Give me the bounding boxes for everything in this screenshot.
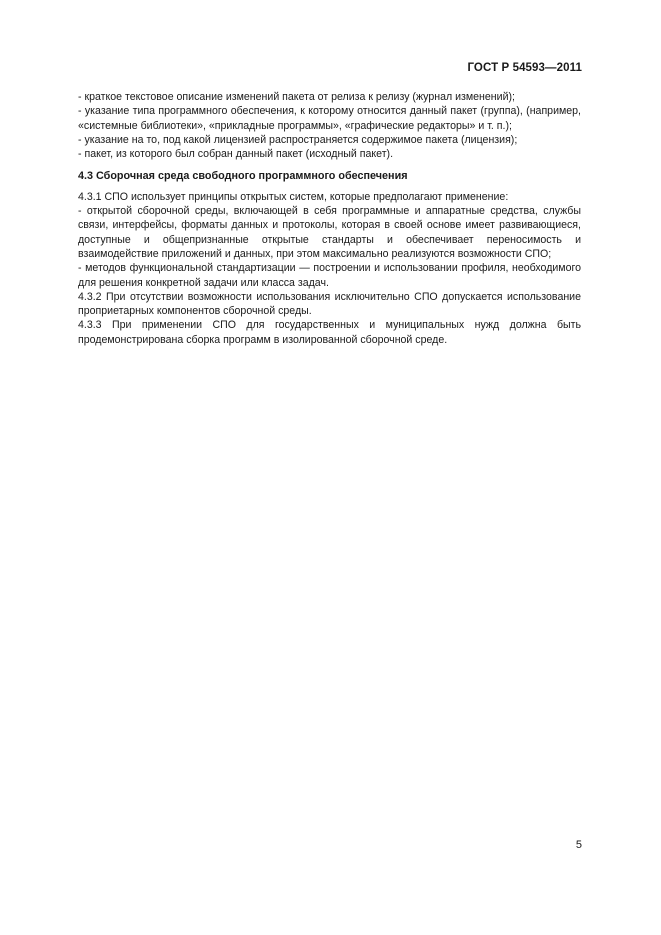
paragraph-4-3-1: 4.3.1 СПО использует принципы открытых систем, которые предполагают применение: — [78, 190, 509, 203]
list-item-software-type: - указание типа программного обеспечения, к которому относится данный пакет (группа), (например, «системные библиотеки», «прикладные программы», «графические редакторы» и т. п.); — [78, 105, 581, 132]
list-item-functional-standardization: - методов функциональной стандартизации — построении и использовании профиля, необходимого для решения конкретной задачи или класса задач. — [78, 262, 581, 289]
list-top — [78, 90, 581, 161]
list-item-license: - указание на то, под какой лицензией распространяется содержимое пакета (лицензия); — [78, 133, 518, 146]
section-heading: 4.3 Сборочная среда свободного программного обеспечения — [78, 170, 408, 183]
paragraph-4-3-2: 4.3.2 При отсутствии возможности использования исключительно СПО допускается использование проприетарных компонентов сборочной среды. — [78, 290, 581, 318]
document-body — [78, 90, 581, 347]
document-header-standard-id: ГОСТ Р 54593—2011 — [467, 62, 582, 74]
page-number: 5 — [575, 839, 582, 851]
list-item-open-build-env: - открытой сборочной среды, включающей в себя программные и аппаратные средства, службы связи, интерфейсы, форматы данных и протоколы, которая в своей основе имеет развивающиеся, доступные и общепризнанные открытые стандарты и обеспечивает переносимость и взаимодействие приложений и данных, при этом максимально реализуются возможности СПО; — [78, 205, 581, 260]
paragraph-4-3-3: 4.3.3 При применении СПО для государственных и муниципальных нужд должна быть продемонстрирована сборка программ в изолированной сборочной среде. — [78, 319, 581, 346]
list-item-source-package: - пакет, из которого был собран данный пакет (исходный пакет). — [78, 148, 394, 161]
list-item-changelog: - краткое текстовое описание изменений пакета от релиза к релизу (журнал изменений); — [78, 91, 515, 103]
